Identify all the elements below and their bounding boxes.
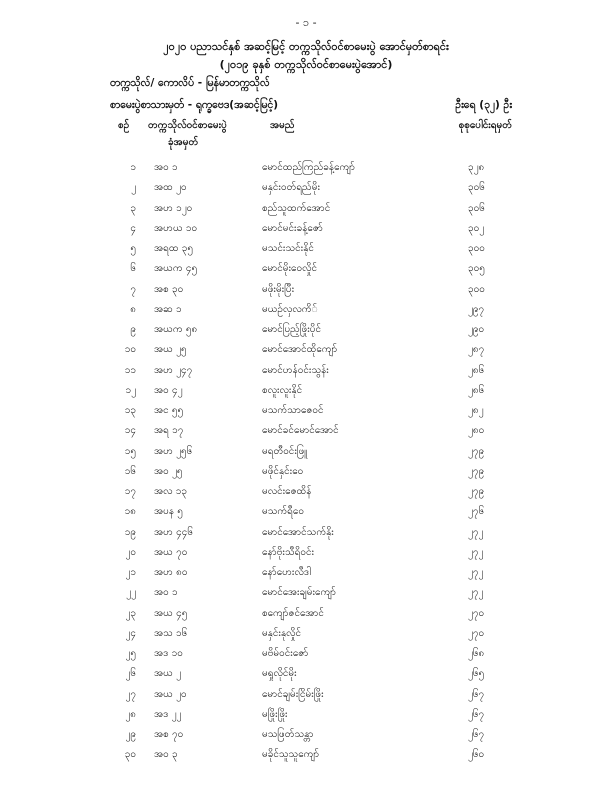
serial-cell: ၃: [130, 202, 136, 214]
name-cell: မောင်အောင်ထိုကျော်: [262, 344, 338, 356]
page-number: - ၁ -: [295, 16, 317, 29]
name-cell: မနှင်းနုလှိုင်: [262, 627, 302, 639]
serial-cell: ၄: [130, 222, 136, 234]
name-cell: မောင်ခင်မောင်အောင်: [262, 425, 339, 437]
table-row: [0, 340, 612, 360]
marks-cell: ၃၀၅: [468, 263, 485, 275]
marks-cell: ၂၆၇: [468, 688, 485, 700]
serial-cell: ၂၉: [125, 729, 136, 740]
roll-cell: အယက ၅၈: [154, 324, 198, 335]
name-cell: မဖိုးမိုးပြီး: [262, 283, 295, 295]
roll-cell: အယ ၂၅: [154, 344, 187, 356]
serial-cell: ၆: [130, 263, 136, 275]
serial-cell: ၇: [130, 283, 136, 295]
name-cell: မောင်အေးချမ်းကျော်: [262, 587, 336, 599]
serial-cell: ၈: [130, 303, 136, 315]
serial-cell: ၂၅: [125, 648, 136, 659]
table-row: [0, 664, 612, 684]
marks-cell: ၂၇၉: [468, 486, 485, 497]
table-row: [0, 421, 612, 441]
marks-cell: ၂၆၇: [468, 708, 485, 720]
serial-cell: ၂၃: [125, 607, 136, 619]
table-row: [0, 381, 612, 401]
result-list: [0, 158, 612, 766]
serial-cell: ၁၀: [124, 344, 136, 356]
table-row: [0, 705, 612, 725]
name-cell: မောင်မိုးဝေလှိုင်: [262, 263, 318, 275]
marks-cell: ၂၇၉: [468, 445, 485, 457]
marks-cell: ၃၀၆: [468, 182, 485, 194]
marks-cell: ၂၆၈: [468, 648, 485, 659]
roll-cell: အ၀ ၁: [154, 587, 178, 599]
roll-cell: အရ ၁၇: [154, 425, 184, 437]
name-cell: မောင်ဟန်ဝင်းသွန်း: [262, 364, 329, 376]
roll-cell: အ၀ ၂၅: [154, 465, 183, 477]
table-row: [0, 178, 612, 198]
roll-cell: အယက ၄၅: [154, 263, 198, 275]
roll-cell: အသ ၁၆: [154, 627, 188, 639]
roll-cell: အထ ၂၀: [154, 182, 187, 194]
name-cell: မသက်ရီဝေ: [262, 506, 304, 518]
serial-cell: ၅: [130, 243, 136, 254]
header-name: အမည်: [270, 120, 295, 131]
marks-cell: ၃၀၆: [468, 202, 485, 214]
serial-cell: ၁၂: [125, 384, 136, 396]
marks-cell: ၂၆၀: [468, 749, 485, 761]
marks-cell: ၂၆၅: [468, 668, 485, 680]
name-cell: မခိုင်သူသူကျော်: [262, 749, 320, 761]
roll-cell: အစ ၇၀: [154, 729, 184, 740]
serial-cell: ၁၁: [124, 364, 136, 376]
roll-cell: အဟ ၁၂၀: [154, 202, 193, 214]
marks-cell: ၂၇၀: [468, 607, 485, 619]
marks-cell: ၃၂၈: [468, 162, 485, 173]
header-serial: စဉ်: [118, 120, 130, 131]
marks-cell: ၃၀၀: [468, 243, 485, 254]
name-cell: စည်သူထက်အောင်: [262, 202, 331, 214]
name-cell: စကျော်ဇင်အောင်: [262, 607, 324, 619]
table-row: [0, 604, 612, 624]
name-cell: မဖိုင်နှင်းဝေ: [262, 465, 304, 477]
table-row: [0, 401, 612, 421]
table-row: [0, 502, 612, 522]
roll-cell: အဒ ၂၂: [154, 708, 182, 720]
roll-cell: အ၀ ၃: [154, 749, 178, 761]
serial-cell: ၃၀: [124, 749, 136, 761]
marks-cell: ၂၇၉: [468, 465, 485, 477]
table-row: [0, 280, 612, 300]
name-cell: မောင်ချမ်းငြိမ်းဖြိုး: [262, 688, 324, 700]
roll-cell: အယ ၂: [154, 668, 181, 680]
table-row: [0, 219, 612, 239]
header-marks: စုစုပေါင်းရမှတ်: [458, 120, 512, 131]
table-row: [0, 462, 612, 482]
name-cell: စလူးလူးနိုင်: [262, 384, 303, 396]
table-row: [0, 361, 612, 381]
name-cell: မသင်းသင်းနိုင်: [262, 243, 314, 254]
table-row: [0, 583, 612, 603]
roll-cell: အဆ ၁: [154, 303, 182, 315]
marks-cell: ၂၇၆: [468, 506, 485, 518]
roll-cell: အယ ၄၅: [154, 607, 188, 619]
subject-label: စာမေးပွဲစာသားမှတ် - ရုက္ခဗေဒ(အဆင့်မြင့်): [110, 99, 279, 111]
marks-cell: ၂၇၀: [468, 627, 485, 639]
student-count: ဦးရေ (၃၂) ဦး: [455, 99, 512, 111]
document-title: ၂၀၂၀ ပညာသင်နှစ် အဆင့်မြင့် တက္ကသိုလ်ဝင်စာမေးပွဲ အောင်မှတ်စာရင်း: [163, 40, 449, 53]
name-cell: မရှုလိုင်မိုး: [262, 668, 297, 680]
serial-cell: ၁: [130, 162, 136, 173]
table-row: [0, 745, 612, 765]
table-row: [0, 543, 612, 563]
marks-cell: ၃၀၀: [468, 283, 485, 295]
marks-cell: ၂၈၀: [468, 425, 485, 437]
serial-cell: ၁၄: [124, 425, 136, 437]
name-cell: မဖြိုးဖြိုး: [262, 708, 288, 720]
document-subtitle: (၂၀၁၉ ခုနှစ် တက္ကသိုလ်ဝင်စာမေးပွဲအောင်): [219, 58, 393, 71]
roll-cell: အပန ၅: [154, 506, 183, 518]
marks-cell: ၂၈၂: [468, 405, 484, 416]
table-row: [0, 523, 612, 543]
name-cell: နော်ဟေးလီဒါ: [262, 567, 311, 578]
serial-cell: ၁၅: [124, 445, 136, 457]
serial-cell: ၁၈: [124, 506, 136, 518]
table-row: [0, 725, 612, 745]
name-cell: မောင်အောင်သက်နိုး: [262, 526, 334, 538]
name-cell: မလင်းဇေထိန်: [262, 486, 312, 497]
roll-cell: အင ၅၅: [154, 405, 184, 416]
roll-cell: အ၀ ၁: [154, 162, 178, 173]
name-cell: မောင်ပြည့်ဖြိုးပိုင်: [262, 324, 322, 335]
roll-cell: အယ ၂၀: [154, 688, 187, 700]
name-cell: မသက်သာဇေဝင်: [262, 405, 324, 416]
serial-cell: ၂၆: [125, 668, 136, 680]
table-row: [0, 624, 612, 644]
roll-cell: အဟ ၄၄၆: [154, 526, 194, 538]
table-row: [0, 239, 612, 259]
serial-cell: ၂၁: [125, 567, 136, 578]
table-row: [0, 300, 612, 320]
serial-cell: ၂၀: [125, 546, 136, 558]
marks-cell: ၂၉၀: [468, 324, 485, 335]
university-label: တက္ကသိုလ်/ ကောလိပ် - မြန်မာတက္ကသိုလ်: [110, 77, 270, 89]
marks-cell: ၂၈၆: [468, 364, 485, 376]
roll-cell: အဒ ၁၀: [154, 648, 183, 659]
serial-cell: ၂၈: [125, 708, 136, 720]
marks-cell: ၂၆၇: [468, 729, 485, 740]
table-row: [0, 563, 612, 583]
marks-cell: ၂၇၂: [468, 546, 484, 558]
marks-cell: ၂၉၇: [468, 303, 485, 315]
marks-cell: ၂၈၆: [468, 384, 485, 396]
name-cell: မောင်မင်းခန့်ဇော်: [262, 222, 323, 234]
serial-cell: ၉: [130, 324, 136, 335]
table-row: [0, 199, 612, 219]
marks-cell: ၃၀၂: [468, 222, 485, 234]
name-cell: မဗိမ်ဝင်းဇော်: [262, 648, 309, 659]
marks-cell: ၂၇၂: [468, 567, 484, 578]
header-roll-line2: ခုံအမှတ်: [168, 137, 199, 148]
roll-cell: အဟ ၈၀: [154, 567, 188, 578]
roll-cell: အဟ ၂၅၆: [154, 445, 193, 457]
roll-cell: အယ ၇၀: [154, 546, 188, 558]
table-row: [0, 320, 612, 340]
table-row: [0, 442, 612, 462]
roll-cell: အ၀ ၄၂: [154, 384, 183, 396]
table-row: [0, 259, 612, 279]
name-cell: နော်ဗိုးသီရိဝင်း: [262, 546, 315, 558]
name-cell: မသဖြတ်သန္တာ: [262, 729, 314, 740]
roll-cell: အစ ၃၀: [154, 283, 184, 295]
table-row: [0, 685, 612, 705]
serial-cell: ၂၇: [125, 688, 136, 700]
roll-cell: အဟယ ၁၀: [154, 222, 198, 234]
serial-cell: ၁၇: [124, 486, 136, 497]
serial-cell: ၁၆: [124, 465, 136, 477]
roll-cell: အလ ၁၃: [154, 486, 187, 497]
name-cell: မယဉ်လှလကိ်: [262, 303, 318, 315]
table-row: [0, 482, 612, 502]
table-row: [0, 158, 612, 178]
serial-cell: ၂၂: [126, 587, 136, 599]
roll-cell: အဟ ၂၄၇: [154, 364, 193, 376]
serial-cell: ၁၉: [124, 526, 136, 538]
name-cell: မောင်ထည်ကြည်ခန့်ကျော်: [262, 162, 355, 173]
marks-cell: ၂၈၇: [468, 344, 485, 356]
marks-cell: ၂၇၂: [468, 587, 484, 599]
header-roll: တက္ကသိုလ်ဝင်စာမေးပွဲ: [148, 120, 227, 131]
marks-cell: ၂၇၂: [468, 526, 484, 538]
table-row: [0, 644, 612, 664]
serial-cell: ၂: [131, 182, 136, 194]
name-cell: မရတီဝင်းဖြူ: [262, 445, 308, 457]
roll-cell: အရထ ၃၅: [154, 243, 194, 254]
serial-cell: ၂၄: [125, 627, 136, 639]
serial-cell: ၁၃: [124, 405, 136, 416]
name-cell: မနှင်းဝတ်ရည်မိုး: [262, 182, 320, 194]
